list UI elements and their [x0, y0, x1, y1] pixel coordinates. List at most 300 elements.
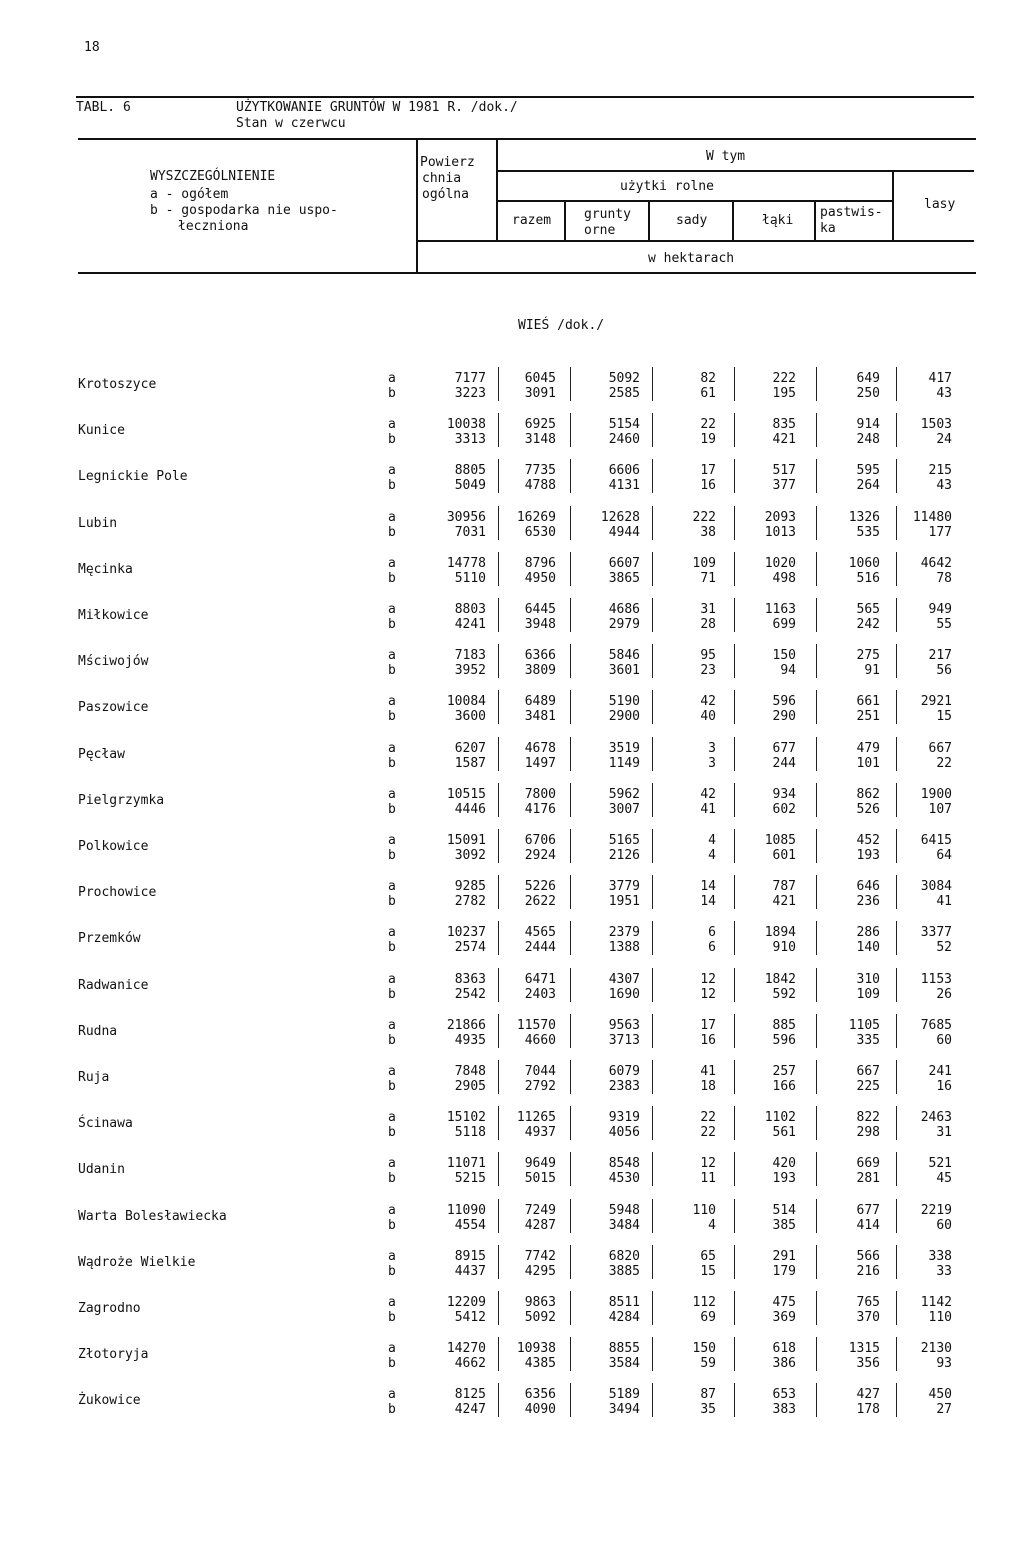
- cell-b-5: 193: [856, 848, 880, 863]
- cell-b-1: 4287: [524, 1218, 556, 1233]
- cell-b-3: 71: [700, 571, 716, 586]
- rule-col-laki: [814, 200, 816, 240]
- cell-b-3: 40: [700, 709, 716, 724]
- row-marker-a: a: [388, 694, 396, 709]
- cell-a-6: 667: [928, 741, 952, 756]
- cell-a-4: 885: [772, 1018, 796, 1033]
- cell-a-4: 514: [772, 1203, 796, 1218]
- cell-a-1: 7249: [524, 1203, 556, 1218]
- column-separator: [570, 737, 571, 771]
- row-marker-b: b: [388, 1402, 396, 1417]
- column-separator: [896, 1152, 897, 1186]
- column-separator: [896, 968, 897, 1002]
- column-separator: [896, 552, 897, 586]
- cell-a-6: 521: [928, 1156, 952, 1171]
- cell-a-5: 565: [856, 602, 880, 617]
- row-marker-b: b: [388, 987, 396, 1002]
- cell-a-5: 1060: [848, 556, 880, 571]
- cell-b-3: 6: [708, 940, 716, 955]
- cell-b-4: 385: [772, 1218, 796, 1233]
- cell-b-5: 414: [856, 1218, 880, 1233]
- cell-b-5: 91: [864, 663, 880, 678]
- row-marker-a: a: [388, 972, 396, 987]
- cell-b-4: 369: [772, 1310, 796, 1325]
- cell-b-2: 3494: [608, 1402, 640, 1417]
- cell-a-5: 595: [856, 463, 880, 478]
- cell-a-1: 11265: [516, 1110, 556, 1125]
- row-marker-a: a: [388, 1203, 396, 1218]
- cell-a-0: 10237: [446, 925, 486, 940]
- column-separator: [570, 506, 571, 540]
- cell-b-2: 3865: [608, 571, 640, 586]
- cell-a-0: 11090: [446, 1203, 486, 1218]
- cell-a-2: 6820: [608, 1249, 640, 1264]
- cell-b-3: 4: [708, 848, 716, 863]
- row-marker-a: a: [388, 787, 396, 802]
- cell-b-5: 526: [856, 802, 880, 817]
- cell-b-6: 31: [936, 1125, 952, 1140]
- header-area-3: ogólna: [422, 187, 469, 202]
- cell-b-1: 5015: [524, 1171, 556, 1186]
- column-separator: [570, 690, 571, 724]
- cell-b-5: 225: [856, 1079, 880, 1094]
- header-spec-title: WYSZCZEGÓLNIENIE: [150, 169, 276, 184]
- rule-uzytki: [498, 200, 892, 202]
- cell-a-0: 8363: [454, 972, 486, 987]
- cell-a-5: 427: [856, 1387, 880, 1402]
- cell-b-0: 5110: [454, 571, 486, 586]
- column-separator: [734, 413, 735, 447]
- cell-a-6: 11480: [912, 510, 952, 525]
- cell-a-2: 4307: [608, 972, 640, 987]
- header-laki: łąki: [762, 213, 794, 228]
- cell-b-2: 4056: [608, 1125, 640, 1140]
- cell-b-1: 4937: [524, 1125, 556, 1140]
- cell-a-1: 4565: [524, 925, 556, 940]
- row-marker-a: a: [388, 510, 396, 525]
- cell-b-0: 4554: [454, 1218, 486, 1233]
- column-separator: [652, 459, 653, 493]
- cell-b-2: 1149: [608, 756, 640, 771]
- cell-b-3: 15: [700, 1264, 716, 1279]
- column-separator: [734, 1291, 735, 1325]
- cell-b-6: 33: [936, 1264, 952, 1279]
- cell-b-6: 60: [936, 1218, 952, 1233]
- rule-lasy-divider: [892, 170, 894, 240]
- column-separator: [652, 1291, 653, 1325]
- cell-a-1: 5226: [524, 879, 556, 894]
- cell-a-6: 2921: [920, 694, 952, 709]
- column-separator: [570, 829, 571, 863]
- cell-b-5: 356: [856, 1356, 880, 1371]
- row-marker-b: b: [388, 1033, 396, 1048]
- column-separator: [896, 829, 897, 863]
- column-separator: [734, 1014, 735, 1048]
- cell-a-5: 1315: [848, 1341, 880, 1356]
- column-separator: [498, 1199, 499, 1233]
- cell-a-0: 9285: [454, 879, 486, 894]
- row-name: Polkowice: [78, 839, 149, 854]
- cell-a-4: 2093: [764, 510, 796, 525]
- column-separator: [734, 921, 735, 955]
- cell-a-2: 8855: [608, 1341, 640, 1356]
- cell-b-2: 1951: [608, 894, 640, 909]
- cell-b-1: 2924: [524, 848, 556, 863]
- cell-a-3: 17: [700, 1018, 716, 1033]
- row-marker-b: b: [388, 1310, 396, 1325]
- cell-b-2: 2585: [608, 386, 640, 401]
- cell-b-3: 61: [700, 386, 716, 401]
- cell-b-3: 14: [700, 894, 716, 909]
- cell-a-5: 1105: [848, 1018, 880, 1033]
- column-separator: [816, 552, 817, 586]
- cell-a-5: 286: [856, 925, 880, 940]
- cell-b-1: 4950: [524, 571, 556, 586]
- column-separator: [896, 1291, 897, 1325]
- cell-b-0: 2905: [454, 1079, 486, 1094]
- cell-b-0: 4247: [454, 1402, 486, 1417]
- cell-a-2: 2379: [608, 925, 640, 940]
- cell-b-3: 28: [700, 617, 716, 632]
- cell-b-2: 3484: [608, 1218, 640, 1233]
- cell-b-6: 52: [936, 940, 952, 955]
- cell-a-3: 42: [700, 694, 716, 709]
- row-marker-b: b: [388, 386, 396, 401]
- column-separator: [816, 968, 817, 1002]
- cell-a-1: 7735: [524, 463, 556, 478]
- cell-a-3: 17: [700, 463, 716, 478]
- cell-b-4: 421: [772, 432, 796, 447]
- cell-a-1: 8796: [524, 556, 556, 571]
- row-name: Miłkowice: [78, 608, 149, 623]
- cell-b-2: 2900: [608, 709, 640, 724]
- row-marker-b: b: [388, 940, 396, 955]
- row-marker-a: a: [388, 1110, 396, 1125]
- row-marker-b: b: [388, 571, 396, 586]
- column-separator: [816, 1245, 817, 1279]
- cell-b-2: 3007: [608, 802, 640, 817]
- column-separator: [652, 737, 653, 771]
- cell-a-5: 479: [856, 741, 880, 756]
- cell-b-3: 59: [700, 1356, 716, 1371]
- cell-b-6: 45: [936, 1171, 952, 1186]
- cell-b-5: 535: [856, 525, 880, 540]
- cell-b-0: 2782: [454, 894, 486, 909]
- cell-a-2: 5189: [608, 1387, 640, 1402]
- column-separator: [734, 1060, 735, 1094]
- cell-b-0: 7031: [454, 525, 486, 540]
- row-marker-a: a: [388, 371, 396, 386]
- row-name: Pęcław: [78, 747, 125, 762]
- cell-a-0: 14778: [446, 556, 486, 571]
- cell-b-5: 109: [856, 987, 880, 1002]
- cell-b-1: 3481: [524, 709, 556, 724]
- column-separator: [896, 921, 897, 955]
- row-marker-a: a: [388, 1249, 396, 1264]
- row-name: Pielgrzymka: [78, 793, 165, 808]
- column-separator: [652, 875, 653, 909]
- cell-b-1: 3948: [524, 617, 556, 632]
- column-separator: [570, 598, 571, 632]
- cell-a-6: 4642: [920, 556, 952, 571]
- cell-a-0: 21866: [446, 1018, 486, 1033]
- row-name: Warta Bolesławiecka: [78, 1209, 227, 1224]
- cell-a-5: 661: [856, 694, 880, 709]
- header-pastwiska-1: pastwis-: [820, 205, 883, 220]
- cell-b-2: 2126: [608, 848, 640, 863]
- cell-b-0: 5215: [454, 1171, 486, 1186]
- cell-b-1: 4176: [524, 802, 556, 817]
- row-marker-a: a: [388, 741, 396, 756]
- cell-b-1: 2444: [524, 940, 556, 955]
- column-separator: [652, 413, 653, 447]
- cell-a-6: 215: [928, 463, 952, 478]
- cell-a-4: 257: [772, 1064, 796, 1079]
- cell-b-5: 140: [856, 940, 880, 955]
- cell-a-2: 4686: [608, 602, 640, 617]
- column-separator: [816, 1383, 817, 1417]
- cell-a-3: 41: [700, 1064, 716, 1079]
- row-marker-b: b: [388, 663, 396, 678]
- cell-b-3: 35: [700, 1402, 716, 1417]
- column-separator: [498, 829, 499, 863]
- cell-a-0: 7848: [454, 1064, 486, 1079]
- row-marker-a: a: [388, 1018, 396, 1033]
- column-separator: [498, 690, 499, 724]
- cell-a-1: 7742: [524, 1249, 556, 1264]
- column-separator: [498, 506, 499, 540]
- column-separator: [498, 921, 499, 955]
- cell-b-5: 251: [856, 709, 880, 724]
- rule-top: [76, 96, 974, 98]
- column-separator: [498, 1337, 499, 1371]
- row-name: Zagrodno: [78, 1301, 141, 1316]
- column-separator: [896, 413, 897, 447]
- cell-a-1: 7044: [524, 1064, 556, 1079]
- column-separator: [652, 598, 653, 632]
- rule-col-sady: [732, 200, 734, 240]
- row-marker-b: b: [388, 478, 396, 493]
- column-separator: [816, 921, 817, 955]
- cell-b-3: 16: [700, 478, 716, 493]
- column-separator: [498, 552, 499, 586]
- cell-b-6: 107: [928, 802, 952, 817]
- cell-b-5: 298: [856, 1125, 880, 1140]
- column-separator: [816, 690, 817, 724]
- rule-wtym: [498, 170, 974, 172]
- cell-b-0: 3952: [454, 663, 486, 678]
- column-separator: [816, 598, 817, 632]
- cell-a-3: 112: [692, 1295, 716, 1310]
- cell-b-0: 4437: [454, 1264, 486, 1279]
- cell-a-2: 5154: [608, 417, 640, 432]
- column-separator: [896, 1060, 897, 1094]
- column-separator: [570, 1152, 571, 1186]
- cell-b-4: 1013: [764, 525, 796, 540]
- page-number: 18: [84, 40, 100, 55]
- column-separator: [896, 1337, 897, 1371]
- cell-b-3: 3: [708, 756, 716, 771]
- cell-a-6: 2130: [920, 1341, 952, 1356]
- cell-b-6: 64: [936, 848, 952, 863]
- cell-a-5: 452: [856, 833, 880, 848]
- column-separator: [570, 367, 571, 401]
- column-separator: [896, 1383, 897, 1417]
- cell-a-6: 949: [928, 602, 952, 617]
- column-separator: [498, 1014, 499, 1048]
- cell-b-2: 4284: [608, 1310, 640, 1325]
- cell-a-4: 1085: [764, 833, 796, 848]
- row-marker-a: a: [388, 1156, 396, 1171]
- cell-a-3: 31: [700, 602, 716, 617]
- cell-b-0: 4446: [454, 802, 486, 817]
- cell-a-2: 5846: [608, 648, 640, 663]
- cell-b-6: 22: [936, 756, 952, 771]
- cell-a-0: 30956: [446, 510, 486, 525]
- cell-a-2: 5962: [608, 787, 640, 802]
- row-marker-a: a: [388, 417, 396, 432]
- table-title: UŻYTKOWANIE GRUNTÓW W 1981 R. /dok./: [236, 100, 518, 115]
- column-separator: [570, 968, 571, 1002]
- cell-b-4: 498: [772, 571, 796, 586]
- cell-a-4: 291: [772, 1249, 796, 1264]
- cell-b-0: 2574: [454, 940, 486, 955]
- cell-b-1: 5092: [524, 1310, 556, 1325]
- cell-a-3: 82: [700, 371, 716, 386]
- cell-a-0: 14270: [446, 1341, 486, 1356]
- cell-b-0: 5049: [454, 478, 486, 493]
- cell-a-2: 9319: [608, 1110, 640, 1125]
- column-separator: [498, 968, 499, 1002]
- rule-col-razem: [564, 200, 566, 240]
- column-separator: [570, 1014, 571, 1048]
- cell-b-4: 383: [772, 1402, 796, 1417]
- cell-b-6: 27: [936, 1402, 952, 1417]
- column-separator: [734, 1383, 735, 1417]
- column-separator: [570, 1383, 571, 1417]
- cell-a-5: 566: [856, 1249, 880, 1264]
- column-separator: [734, 367, 735, 401]
- cell-b-1: 3809: [524, 663, 556, 678]
- column-separator: [652, 1060, 653, 1094]
- cell-b-5: 248: [856, 432, 880, 447]
- row-marker-b: b: [388, 617, 396, 632]
- column-separator: [816, 644, 817, 678]
- cell-b-6: 24: [936, 432, 952, 447]
- cell-a-3: 109: [692, 556, 716, 571]
- row-name: Mściwojów: [78, 654, 149, 669]
- row-marker-a: a: [388, 1064, 396, 1079]
- cell-b-2: 1690: [608, 987, 640, 1002]
- cell-a-2: 6079: [608, 1064, 640, 1079]
- cell-a-2: 6606: [608, 463, 640, 478]
- cell-b-6: 41: [936, 894, 952, 909]
- column-separator: [734, 1245, 735, 1279]
- row-name: Kunice: [78, 423, 125, 438]
- row-name: Ścinawa: [78, 1116, 133, 1131]
- cell-b-6: 56: [936, 663, 952, 678]
- cell-b-0: 3223: [454, 386, 486, 401]
- row-marker-b: b: [388, 1264, 396, 1279]
- cell-a-1: 6489: [524, 694, 556, 709]
- cell-b-5: 236: [856, 894, 880, 909]
- row-name: Lubin: [78, 516, 118, 531]
- cell-a-0: 8803: [454, 602, 486, 617]
- cell-b-4: 244: [772, 756, 796, 771]
- cell-a-0: 10084: [446, 694, 486, 709]
- cell-b-0: 4662: [454, 1356, 486, 1371]
- row-name: Prochowice: [78, 885, 157, 900]
- cell-b-3: 19: [700, 432, 716, 447]
- cell-a-3: 12: [700, 1156, 716, 1171]
- header-grunty-1: grunty: [584, 207, 631, 222]
- cell-b-2: 4944: [608, 525, 640, 540]
- row-name: Radwanice: [78, 978, 149, 993]
- cell-b-1: 4090: [524, 1402, 556, 1417]
- cell-a-1: 6706: [524, 833, 556, 848]
- row-marker-a: a: [388, 1295, 396, 1310]
- table-label: TABL. 6: [76, 100, 131, 115]
- rule-header-bottom: [78, 272, 976, 274]
- cell-a-4: 787: [772, 879, 796, 894]
- cell-a-4: 934: [772, 787, 796, 802]
- header-spec-a: a - ogółem: [150, 187, 229, 202]
- cell-b-6: 93: [936, 1356, 952, 1371]
- column-separator: [816, 783, 817, 817]
- cell-b-5: 178: [856, 1402, 880, 1417]
- cell-b-3: 69: [700, 1310, 716, 1325]
- column-separator: [652, 1014, 653, 1048]
- cell-a-1: 7800: [524, 787, 556, 802]
- cell-a-1: 6925: [524, 417, 556, 432]
- cell-a-5: 765: [856, 1295, 880, 1310]
- cell-a-3: 4: [708, 833, 716, 848]
- cell-b-0: 3092: [454, 848, 486, 863]
- cell-a-6: 3084: [920, 879, 952, 894]
- row-marker-b: b: [388, 432, 396, 447]
- cell-a-3: 6: [708, 925, 716, 940]
- rule-col-grunty: [648, 200, 650, 240]
- column-separator: [498, 459, 499, 493]
- column-separator: [652, 1106, 653, 1140]
- cell-b-6: 55: [936, 617, 952, 632]
- cell-b-4: 290: [772, 709, 796, 724]
- header-spec-b2: łeczniona: [178, 219, 249, 234]
- column-separator: [896, 459, 897, 493]
- column-separator: [734, 1106, 735, 1140]
- cell-a-1: 6045: [524, 371, 556, 386]
- column-separator: [734, 459, 735, 493]
- cell-b-1: 2622: [524, 894, 556, 909]
- cell-a-3: 3: [708, 741, 716, 756]
- column-separator: [570, 1199, 571, 1233]
- column-separator: [498, 598, 499, 632]
- cell-a-0: 10038: [446, 417, 486, 432]
- cell-b-3: 41: [700, 802, 716, 817]
- cell-b-6: 26: [936, 987, 952, 1002]
- row-marker-b: b: [388, 894, 396, 909]
- table-subtitle: Stan w czerwcu: [236, 116, 346, 131]
- row-marker-a: a: [388, 833, 396, 848]
- cell-a-0: 8915: [454, 1249, 486, 1264]
- cell-b-3: 18: [700, 1079, 716, 1094]
- column-separator: [896, 1245, 897, 1279]
- cell-a-3: 65: [700, 1249, 716, 1264]
- column-separator: [570, 1106, 571, 1140]
- cell-a-1: 6366: [524, 648, 556, 663]
- cell-a-5: 667: [856, 1064, 880, 1079]
- cell-b-4: 421: [772, 894, 796, 909]
